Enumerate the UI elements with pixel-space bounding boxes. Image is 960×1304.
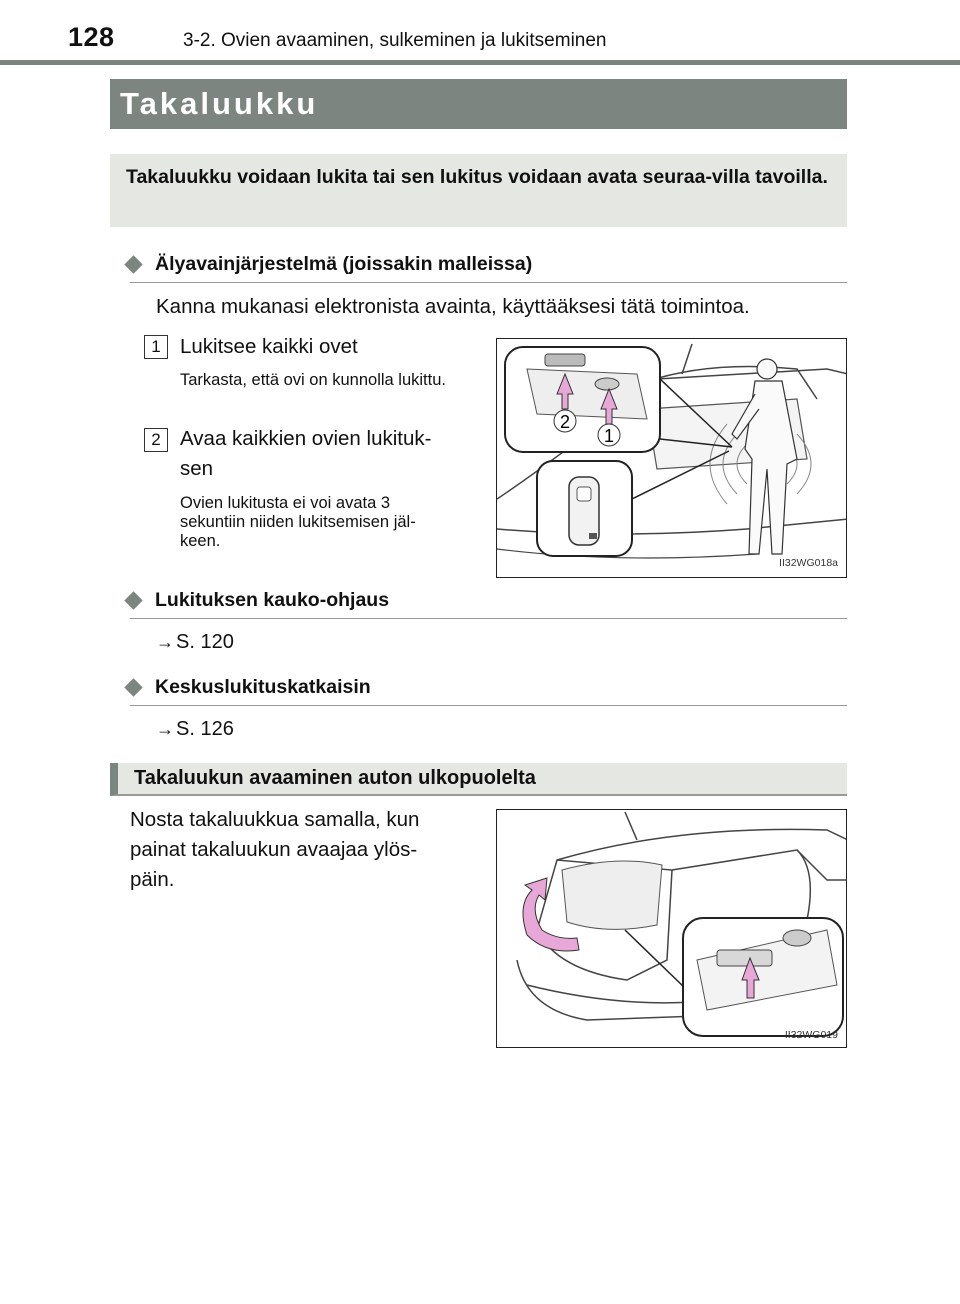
chapter-title: 3-2. Ovien avaaminen, sulkeminen ja lukitseminen	[183, 30, 607, 51]
section-heading-smart-key	[130, 252, 847, 283]
remote-page-reference[interactable]	[156, 631, 234, 654]
intro-box	[110, 154, 847, 227]
step-2-note-line2: sekuntiin niiden lukitsemisen jäl-	[180, 513, 416, 531]
step-2-note-line1: Ovien lukitusta ei voi avata 3	[180, 494, 391, 512]
section-heading-label: Keskuslukituskatkaisin	[155, 676, 371, 698]
diamond-bullet-icon	[124, 678, 142, 696]
intro-text: Takaluukku voidaan lukita tai sen lukitus voidaan avata seuraa-villa tavoilla.	[126, 166, 828, 188]
diamond-bullet-icon	[124, 255, 142, 273]
page-title-band	[110, 79, 847, 129]
page-title: Takaluukku	[120, 86, 319, 121]
step-2-title-line1: Avaa kaikkien ovien lukituk-	[180, 427, 432, 450]
car-rear-illustration	[497, 339, 847, 578]
figure-code: II32WG019	[784, 1029, 838, 1041]
section-band-label: Takaluukun avaaminen auton ulkopuolelta	[134, 767, 536, 789]
figure-smart-key-locking	[496, 338, 847, 578]
page-number: 128	[68, 22, 115, 52]
smart-key-description: Kanna mukanasi elektronista avainta, käyttääksesi tätä toimintoa.	[156, 295, 750, 318]
central-switch-page-reference[interactable]	[156, 718, 234, 741]
reference-text: S. 120	[176, 631, 234, 653]
outside-text-line2: painat takaluukun avaajaa ylös-	[130, 838, 418, 861]
step-2-note-line3: keen.	[180, 532, 221, 550]
section-band-outside	[110, 763, 847, 796]
callout-2: 2	[559, 412, 571, 432]
figure-back-door-opening	[496, 809, 847, 1048]
header-rule	[0, 60, 960, 65]
step-1-title: Lukitsee kaikki ovet	[180, 335, 358, 358]
back-door-illustration	[497, 810, 847, 1048]
outside-text-line3: päin.	[130, 868, 175, 891]
figure-code: II32WG018a	[779, 557, 838, 569]
diamond-bullet-icon	[124, 591, 142, 609]
section-heading-central-switch	[130, 675, 847, 706]
reference-text: S. 126	[176, 718, 234, 740]
reference-arrow-icon: →	[156, 719, 174, 739]
section-heading-label: Älyavainjärjestelmä (joissakin malleissa)	[155, 253, 533, 275]
callout-1: 1	[603, 426, 615, 446]
reference-arrow-icon: →	[156, 632, 174, 652]
outside-text-line1: Nosta takaluukkua samalla, kun	[130, 808, 420, 831]
step-number-1: 1	[144, 335, 168, 359]
step-number-2: 2	[144, 428, 168, 452]
section-heading-remote	[130, 588, 847, 619]
step-1-note: Tarkasta, että ovi on kunnolla lukittu.	[180, 371, 446, 389]
section-heading-label: Lukituksen kauko-ohjaus	[155, 589, 390, 611]
step-2-title-line2: sen	[180, 457, 214, 480]
